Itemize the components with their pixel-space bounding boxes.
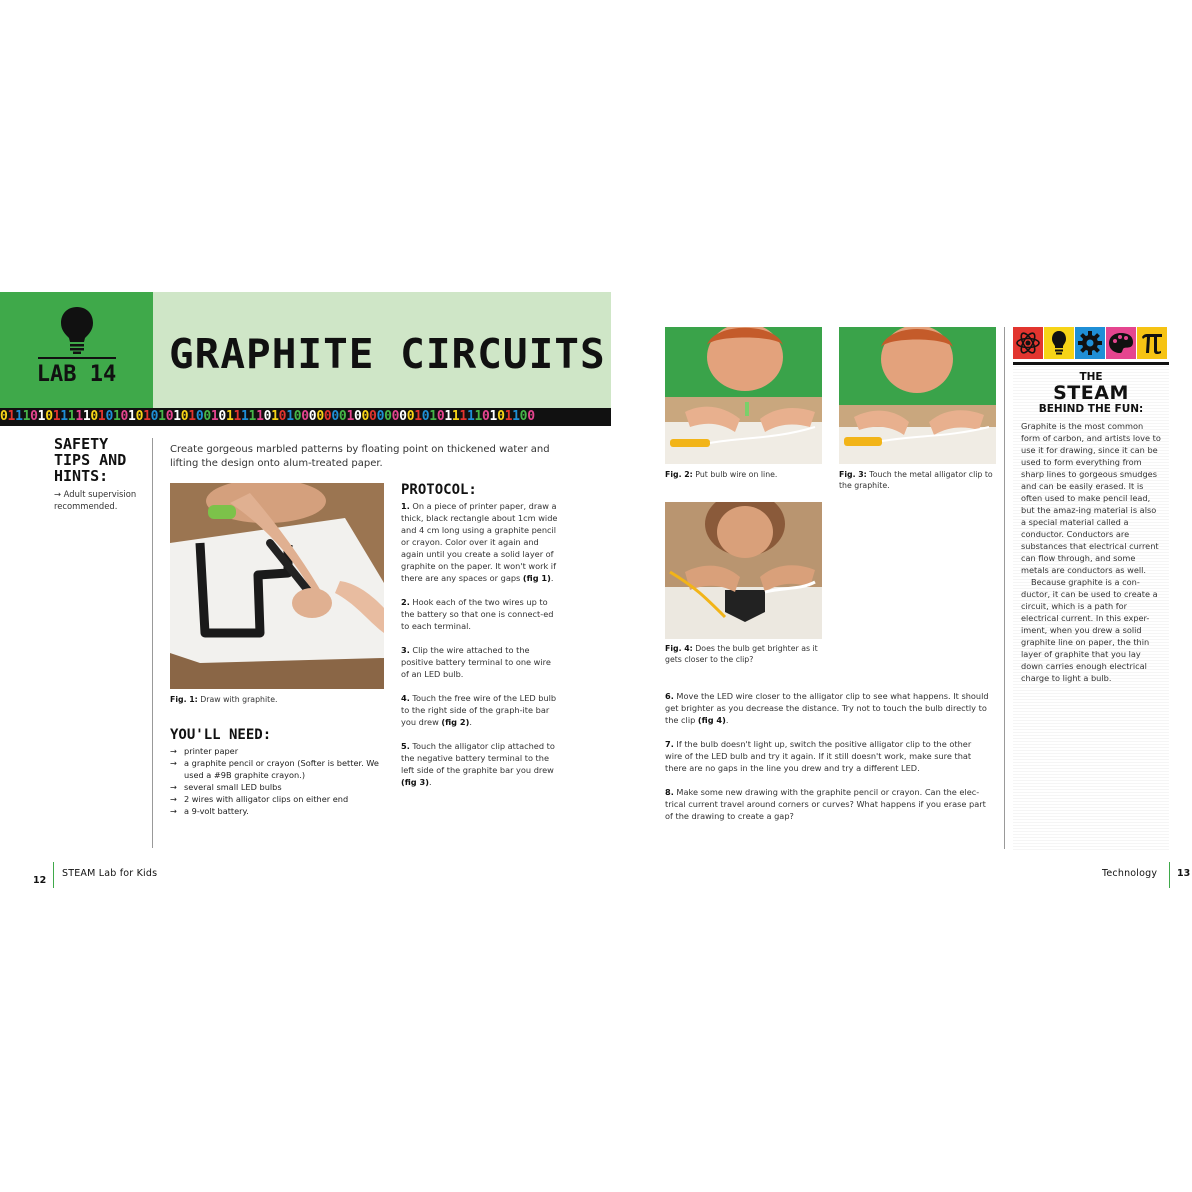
- sidebar-heading-steam: STEAM: [1053, 382, 1129, 404]
- column-divider: [152, 438, 153, 848]
- step-number: 1.: [401, 501, 410, 511]
- protocol-step: [401, 644, 559, 680]
- step-number: 5.: [401, 741, 410, 751]
- page-title: GRAPHITE CIRCUITS: [169, 330, 606, 378]
- step-text: Touch the free wire of the LED bulb to the right side of the graph-ite bar you drew: [401, 693, 557, 727]
- sidebar-body: [1021, 420, 1161, 684]
- step-text: Move the LED wire closer to the alligator clip to see what happens. It should get brighter as you decrease the distance. Try not to touch the bulb directly to the clip: [665, 691, 989, 725]
- figure-reference: (fig 2): [441, 717, 470, 727]
- title-banner: [153, 292, 611, 408]
- step-text: If the bulb doesn't light up, switch the positive alligator clip to the other wire of the LED bulb and try it again. If it still doesn't work, make sure that there are no gaps in the line you drew and try a different LED.: [665, 739, 972, 773]
- fig1-text: Draw with graphite.: [197, 695, 278, 704]
- step-end: .: [469, 717, 472, 727]
- step-number: 4.: [401, 693, 410, 703]
- left-footer: [33, 868, 46, 887]
- list-item: → a 9-volt battery.: [170, 805, 400, 817]
- fig4-photo: [665, 502, 822, 639]
- atom-icon: [1013, 327, 1043, 359]
- lab-badge: [0, 292, 153, 408]
- step-number: 7.: [665, 739, 674, 749]
- binary-strip: 01110101111101010101010101001011111010100000001000000001010111110101100: [0, 408, 611, 426]
- fig3-photo: [839, 327, 996, 464]
- sidebar-heading-the: THE: [1079, 371, 1103, 383]
- page-number: 13: [1177, 868, 1191, 879]
- supplies-list: [170, 745, 400, 817]
- sidebar-paragraph: Because graphite is a con-ductor, it can be used to create a circuit, which is a path for electrical current. In this exper-iment, when you drew a solid graphite line on paper, the thin layer of graphite that you lay down carries enough electrical charge to light a bulb.: [1021, 577, 1158, 683]
- lightbulb-icon: [60, 306, 94, 354]
- palette-icon: [1106, 327, 1136, 359]
- fig1-label: Fig. 1:: [170, 695, 198, 704]
- list-item: → 2 wires with alligator clips on either end: [170, 793, 400, 805]
- book-title: STEAM Lab for Kids: [62, 868, 158, 879]
- pi-icon: [1137, 327, 1167, 359]
- protocol-step: [401, 692, 559, 728]
- figure-reference: (fig 4): [697, 715, 726, 725]
- safety-tip: → Adult supervision recommended.: [54, 489, 137, 511]
- protocol-step: [401, 500, 559, 584]
- step-text: Touch the alligator clip attached to the negative battery terminal to the left side of the graphite bar you drew: [401, 741, 555, 775]
- fig1-caption: [170, 694, 390, 705]
- step-end: .: [725, 715, 729, 725]
- steam-icon-row: [1013, 327, 1169, 361]
- protocol-step: [401, 596, 559, 632]
- step-text: On a piece of printer paper, draw a thick, black rectangle about 1cm wide and 4 cm long using a graphite pencil or crayon. Color over it again and again until you create a solid layer of graphite on the paper. It won't work if there are any spaces or gaps: [401, 501, 558, 583]
- sidebar-rule: [1013, 362, 1169, 365]
- section-name: Technology: [1102, 868, 1158, 879]
- fig3-caption: Fig. 3: Touch the metal alligator clip to the graphite.: [839, 470, 993, 490]
- step-text: Make some new drawing with the graphite pencil or crayon. Can the elec-trical current travel around corners or curves? What happens if you erase part of the drawing to create a gap?: [665, 787, 986, 821]
- footer-divider: [1169, 862, 1170, 888]
- step-number: 2.: [401, 597, 410, 607]
- protocol-step: [665, 738, 990, 774]
- badge-rule: [38, 357, 116, 359]
- fig1-photo: [170, 483, 384, 689]
- figure-reference: (fig 1): [522, 573, 551, 583]
- step-number: 6.: [665, 691, 674, 701]
- intro-text: Create gorgeous marbled patterns by floating point on thickened water and lifting the design onto alum-treated paper.: [170, 444, 550, 469]
- page-number: 12: [33, 875, 47, 886]
- protocol-step: [665, 786, 990, 822]
- step-text: Clip the wire attached to the positive battery terminal to one wire of an LED bulb.: [401, 645, 551, 679]
- sidebar-heading: [1013, 371, 1169, 415]
- step-number: 3.: [401, 645, 410, 655]
- step-number: 8.: [665, 787, 674, 797]
- protocol-title: PROTOCOL:: [401, 482, 477, 498]
- fig2-caption: Fig. 2: Put bulb wire on line.: [665, 470, 778, 479]
- figure-reference: (fig 3): [401, 777, 429, 787]
- footer-divider: [53, 862, 54, 888]
- fig4-caption: Fig. 4: Does the bulb get brighter as it gets closer to the clip?: [665, 644, 818, 664]
- step-text: Hook each of the two wires up to the battery so that one is connect-ed to each terminal.: [401, 597, 554, 631]
- step-end: .: [550, 573, 554, 583]
- sidebar-paragraph: Graphite is the most common form of carbon, and artists love to use it for drawing, since it can be used to form everything from sharp lines to gorgeous smudges and can be easily erased. It is often used to make pencil lead, but the amaz-ing material is also a special material called a conductor. Conductors are substances that electrical current can flow through, and some metals are conductors as well.: [1021, 421, 1161, 575]
- safety-title: SAFETY TIPS AND HINTS:: [54, 435, 127, 485]
- gear-icon: [1075, 327, 1105, 359]
- sidebar-heading-fun: BEHIND THE FUN:: [1038, 403, 1144, 415]
- list-item: → printer paper: [170, 745, 400, 757]
- fig2-photo: [665, 327, 822, 464]
- list-item: → several small LED bulbs: [170, 781, 400, 793]
- protocol-step: [401, 740, 559, 788]
- protocol-step: [665, 690, 990, 726]
- protocol-steps-continued: [665, 690, 990, 834]
- step-end: .: [428, 777, 432, 787]
- sidebar-divider: [1004, 327, 1005, 849]
- lightbulb-icon: [1044, 327, 1074, 359]
- youll-need-title: YOU'LL NEED:: [170, 727, 272, 743]
- protocol-steps: [401, 500, 559, 800]
- lab-number: LAB 14: [36, 362, 117, 387]
- list-item: → a graphite pencil or crayon (Softer is better. We used a #9B graphite crayon.): [170, 757, 400, 781]
